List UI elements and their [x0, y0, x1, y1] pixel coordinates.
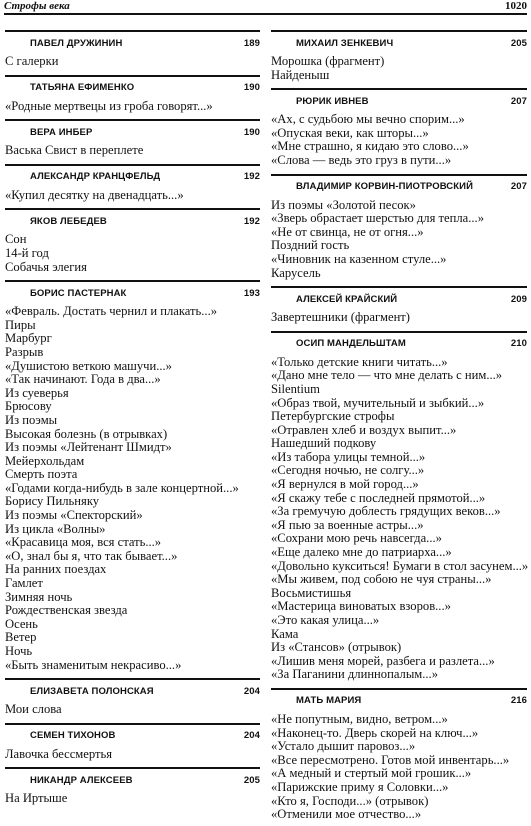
poem-title: «А медный и стертый мой грошик...»: [271, 766, 472, 781]
poem-title: «Родные мертвецы из гроба говорят...»: [5, 98, 213, 113]
poem-title: На ранних поездах: [5, 562, 107, 577]
poem-title: «Слова — ведь это груз в пути...»: [271, 152, 452, 167]
author-page-number: 192: [243, 171, 260, 183]
poem-title: «Сохрани мою речь навсегда...»: [271, 531, 442, 546]
poem-list: [271, 55, 527, 82]
left-column: [5, 24, 260, 810]
poem-title: «О, знал бы я, что так бывает...»: [5, 548, 178, 563]
poem-title: «Дано мне тело — что мне делать с ним...»: [271, 368, 503, 383]
author-page-number: 190: [243, 82, 260, 94]
author-heading: [271, 174, 527, 197]
author-heading: [271, 30, 527, 53]
poem-title: «Только детские книги читать...»: [271, 354, 448, 369]
poem-title: «Я скажу тебе с последней прямотой...»: [271, 490, 486, 505]
poem-list: [271, 713, 527, 822]
poem-title: «Чиновник на казенном стуле...»: [271, 251, 447, 266]
poem-list: [5, 792, 260, 806]
author-heading: [5, 678, 260, 701]
author-page-number: 207: [510, 181, 527, 193]
author-page-number: 207: [510, 95, 527, 107]
poem-title: Восьмистишья: [271, 585, 352, 600]
poem-title: Марбург: [5, 331, 52, 346]
poem-title: «Сегодня ночью, не солгу...»: [271, 463, 425, 478]
poem-title: Из поэмы «Спекторский»: [5, 508, 143, 523]
author-heading: [271, 88, 527, 111]
poem-title: «Я вернулся в мой город...»: [271, 477, 419, 492]
poem-title: Лавочка бессмертья: [5, 746, 113, 761]
author-name: ЕЛИЗАВЕТА ПОЛОНСКАЯ: [30, 685, 154, 697]
poem-title: Silentium: [271, 381, 320, 396]
author-section: [271, 286, 527, 325]
poem-title: Петербургские строфы: [271, 409, 395, 424]
author-page-number: 193: [243, 287, 260, 299]
poem-title: Из поэмы: [5, 412, 58, 427]
author-page-number: 205: [243, 774, 260, 786]
poem-title: С галерки: [5, 54, 59, 68]
poem-title: Из поэмы «Золотой песок»: [271, 197, 416, 212]
poem-title: «Мы живем, под собою не чуя страны...»: [271, 572, 492, 587]
author-section: [5, 119, 260, 158]
poem-title: На Иртыше: [5, 791, 68, 806]
poem-title: Из «Стансов» (отрывок): [271, 640, 402, 655]
right-column: [271, 24, 527, 826]
poem-title: Из цикла «Волны»: [5, 521, 106, 536]
author-name: АЛЕКСЕЙ КРАЙСКИЙ: [296, 293, 398, 305]
poem-title: Мейерхольдам: [5, 453, 85, 468]
author-page-number: 204: [243, 685, 260, 697]
poem-title: Карусель: [271, 265, 321, 280]
poem-title: Мои слова: [5, 702, 62, 717]
poem-list: [5, 748, 260, 762]
poem-title: Ночь: [5, 644, 33, 658]
poem-title: «Купил десятку на двенадцать...»: [5, 187, 184, 202]
poem-list: [271, 199, 527, 281]
poem-title: «Быть знаменитым некрасиво...»: [5, 657, 182, 672]
poem-title: «Отравлен хлеб и воздух выпит...»: [271, 422, 457, 437]
poem-title: «Довольно кукситься! Бумаги в стол засунем...»: [271, 558, 529, 573]
author-heading: [271, 331, 527, 354]
poem-title: Нашедший подкову: [271, 436, 377, 451]
author-page-number: 216: [510, 695, 527, 707]
poem-title: Васька Свист в переплете: [5, 143, 144, 158]
author-name: ЯКОВ ЛЕБЕДЕВ: [30, 215, 107, 227]
author-name: СЕМЕН ТИХОНОВ: [30, 730, 116, 742]
poem-title: Разрыв: [5, 344, 44, 359]
author-page-number: 204: [243, 730, 260, 742]
poem-title: Высокая болезнь (в отрывках): [5, 426, 168, 441]
poem-title: «Не от свинца, не от огня...»: [271, 224, 424, 239]
poem-title: Из поэмы «Лейтенант Шмидт»: [5, 440, 172, 455]
poem-title: Кама: [271, 626, 299, 641]
poem-list: [271, 356, 527, 682]
running-header: [4, 0, 527, 22]
poem-title: «Ах, с судьбою мы вечно спорим...»: [271, 112, 465, 127]
author-name: ОСИП МАНДЕЛЬШТАМ: [296, 338, 406, 350]
poem-title: «Мастерица виноватых взоров...»: [271, 599, 451, 614]
poem-title: Брюсову: [5, 399, 52, 414]
author-section: [5, 280, 260, 672]
poem-list: [5, 703, 260, 717]
poem-title: Ветер: [5, 630, 37, 645]
author-heading: [5, 208, 260, 231]
poem-title: Пиры: [5, 317, 36, 332]
poem-title: «Красавица моя, вся стать...»: [5, 535, 162, 550]
author-heading: [5, 30, 260, 53]
poem-title: Осень: [5, 616, 38, 631]
poem-title: Борису Пильняку: [5, 494, 100, 509]
author-section: [271, 331, 527, 682]
author-heading: [5, 75, 260, 98]
poem-title: «Еще далеко мне до патриарха...»: [271, 545, 452, 560]
poem-title: Найденыш: [271, 67, 330, 82]
poem-title: «Так начинают. Года в два...»: [5, 372, 161, 387]
poem-title: «Не попутным, видно, ветром...»: [271, 711, 448, 726]
author-section: [5, 30, 260, 69]
poem-title: Смерть поэта: [5, 467, 78, 482]
poem-title: «Наконец-то. Дверь скорей на ключ...»: [271, 725, 479, 740]
poem-title: «Устало дышит паровоз...»: [271, 739, 416, 754]
author-name: МИХАИЛ ЗЕНКЕВИЧ: [296, 37, 394, 49]
poem-title: «Февраль. Достать чернил и плакать...»: [5, 304, 218, 319]
poem-title: Завертешники (фрагмент): [271, 310, 411, 325]
author-page-number: 205: [510, 37, 527, 49]
poem-title: 14-й год: [5, 245, 49, 260]
author-heading: [271, 286, 527, 309]
author-page-number: 190: [243, 126, 260, 138]
author-name: ВЕРА ИНБЕР: [30, 126, 93, 138]
poem-title: «Мне страшно, я кидаю это слово...»: [271, 139, 469, 154]
author-section: [271, 174, 527, 281]
author-section: [5, 208, 260, 274]
poem-title: «Образ твой, мучительный и зыбкий...»: [271, 395, 485, 410]
poem-title: Поздний гость: [271, 238, 350, 253]
author-name: ПАВЕЛ ДРУЖИНИН: [30, 37, 123, 49]
author-name: БОРИС ПАСТЕРНАК: [30, 287, 127, 299]
author-section: [5, 164, 260, 203]
author-name: МАТЬ МАРИЯ: [296, 695, 362, 707]
poem-title: «Опуская веки, как шторы...»: [271, 125, 429, 140]
poem-title: «За гремучую доблесть грядущих веков...»: [271, 504, 501, 519]
poem-title: «Отменили мое отчество...»: [271, 807, 422, 822]
author-page-number: 210: [510, 338, 527, 350]
poem-title: Собачья элегия: [5, 259, 87, 274]
author-page-number: 192: [243, 215, 260, 227]
author-section: [271, 30, 527, 82]
running-title: Строфы века: [4, 0, 70, 12]
author-name: ВЛАДИМИР КОРВИН-ПИОТРОВСКИЙ: [296, 181, 474, 193]
poem-title: Рождественская звезда: [5, 603, 128, 618]
author-heading: [5, 723, 260, 746]
header-rule: [4, 13, 527, 15]
poem-title: «Из табора улицы темной...»: [271, 449, 426, 464]
poem-list: [5, 233, 260, 274]
poem-list: [271, 311, 527, 325]
author-page-number: 189: [243, 37, 260, 49]
author-section: [271, 688, 527, 822]
poem-title: «Зверь обрастает шерстью для тепла...»: [271, 211, 484, 226]
author-section: [271, 88, 527, 167]
poem-title: «Годами когда-нибудь в зале концертной...»: [5, 480, 239, 495]
page-number: 1020: [505, 0, 527, 12]
author-name: РЮРИК ИВНЕВ: [296, 95, 369, 107]
author-name: ТАТЬЯНА ЕФИМЕНКО: [30, 82, 135, 94]
author-name: АЛЕКСАНДР КРАНЦФЕЛЬД: [30, 171, 161, 183]
author-section: [5, 678, 260, 717]
author-section: [5, 75, 260, 114]
poem-list: [5, 189, 260, 203]
poem-title: «За Паганини длиннопалым...»: [271, 667, 438, 682]
poem-title: «Кто я, Господи...» (отрывок): [271, 793, 429, 808]
author-heading: [5, 164, 260, 187]
author-heading: [5, 119, 260, 142]
poem-title: «Душистою веткою машучи...»: [5, 358, 172, 373]
author-heading: [5, 280, 260, 303]
poem-title: Морошка (фрагмент): [271, 54, 385, 68]
poem-title: Сон: [5, 232, 27, 247]
poem-list: [5, 144, 260, 158]
poem-title: «Парижские приму я Соловки...»: [271, 779, 449, 794]
poem-title: Гамлет: [5, 576, 43, 591]
author-section: [5, 723, 260, 762]
poem-list: [271, 113, 527, 167]
poem-list: [5, 100, 260, 114]
author-section: [5, 767, 260, 806]
poem-title: «Это какая улица...»: [271, 613, 380, 627]
poem-title: Зимняя ночь: [5, 589, 73, 604]
poem-title: «Все пересмотрено. Готов мой инвентарь...»: [271, 752, 510, 767]
author-name: НИКАНДР АЛЕКСЕЕВ: [30, 774, 133, 786]
poem-title: «Лишив меня морей, разбега и разлета...»: [271, 653, 495, 668]
author-heading: [5, 767, 260, 790]
poem-title: Из суеверья: [5, 385, 69, 400]
author-heading: [271, 688, 527, 711]
poem-title: «Я пью за военные астры...»: [271, 517, 424, 532]
poem-list: [5, 55, 260, 69]
poem-list: [5, 305, 260, 672]
author-page-number: 209: [510, 293, 527, 305]
